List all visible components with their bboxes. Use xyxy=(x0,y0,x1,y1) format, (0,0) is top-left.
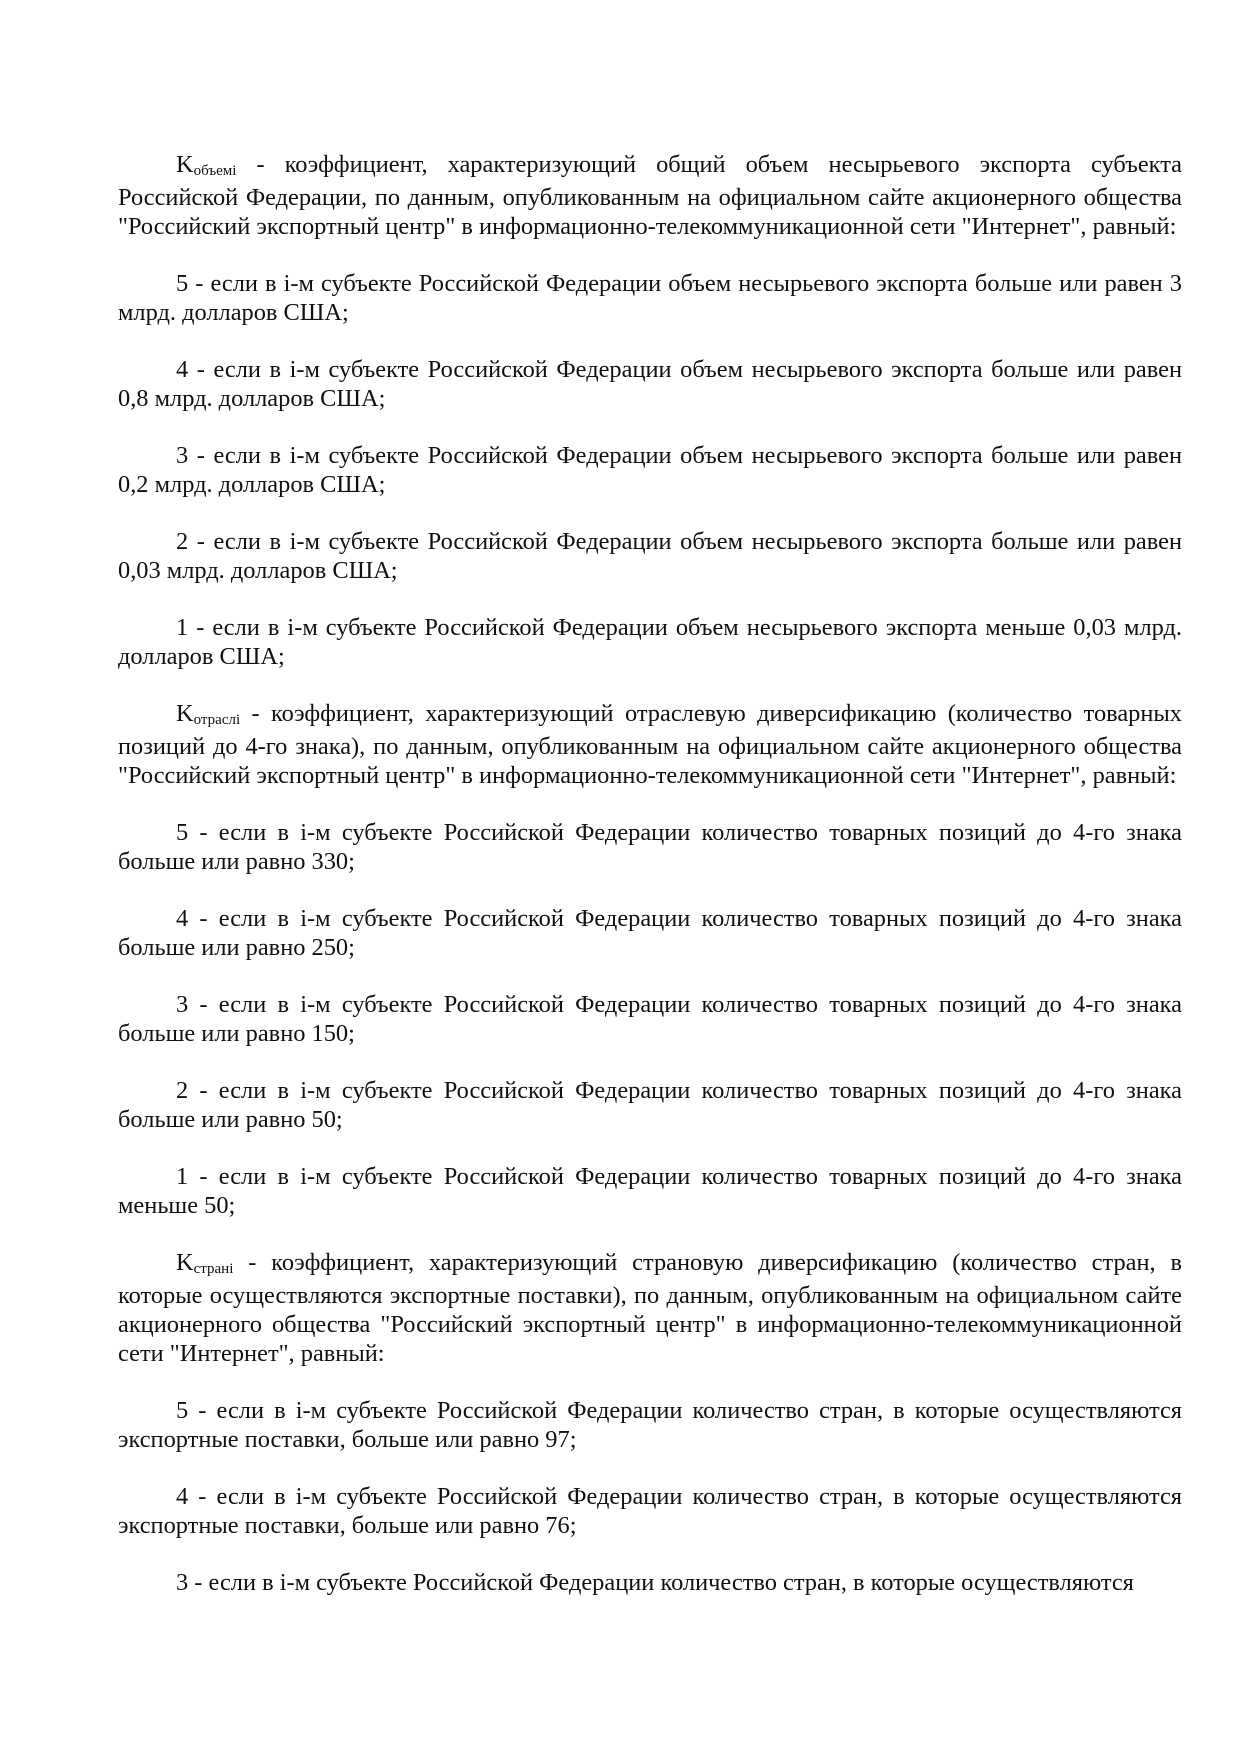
coefficient-volume-definition xyxy=(118,150,1182,241)
country-criterion-3: 3 - если в i-м субъекте Российской Федерации количество стран, в которые осуществляются xyxy=(176,1569,1134,1596)
coefficient-symbol: Kотраслi xyxy=(176,700,241,728)
coefficient-subscript: странi xyxy=(193,1261,234,1277)
paragraph-text: - коэффициент, характеризующий страновую диверсификацию (количество стран, в которые осуществляются экспортные поставки), по данным, опубликованным на официальном сайте акционерного общества "Российский экспортный центр" в информационно-телекоммуникационной сети "Интернет", равный: xyxy=(118,1249,1182,1367)
volume-criterion-5: 5 - если в i-м субъекте Российской Федерации объем несырьевого экспорта больше или равен 3 млрд. долларов США; xyxy=(118,270,1182,326)
industry-criterion-1: 1 - если в i-м субъекте Российской Федерации количество товарных позиций до 4-го знака меньше 50; xyxy=(118,1163,1182,1219)
paragraph-text: - коэффициент, характеризующий отраслевую диверсификацию (количество товарных позиций до 4-го знака), по данным, опубликованным на официальном сайте акционерного общества "Российский экспортный центр" в информационно-телекоммуникационной сети "Интернет", равный: xyxy=(118,700,1182,789)
country-criterion-4: 4 - если в i-м субъекте Российской Федерации количество стран, в которые осуществляются экспортные поставки, больше или равно 76; xyxy=(118,1483,1182,1539)
coefficient-symbol: Kстранi xyxy=(176,1249,234,1277)
coefficient-industry-definition xyxy=(118,699,1182,790)
volume-criterion-2: 2 - если в i-м субъекте Российской Федерации объем несырьевого экспорта больше или равен 0,03 млрд. долларов США; xyxy=(118,528,1182,584)
volume-criterion-3: 3 - если в i-м субъекте Российской Федерации объем несырьевого экспорта больше или равен 0,2 млрд. долларов США; xyxy=(118,442,1182,498)
industry-criterion-5: 5 - если в i-м субъекте Российской Федерации количество товарных позиций до 4-го знака больше или равно 330; xyxy=(118,819,1182,875)
coefficient-country-definition xyxy=(118,1248,1182,1368)
volume-criterion-1: 1 - если в i-м субъекте Российской Федерации объем несырьевого экспорта меньше 0,03 млрд. долларов США; xyxy=(118,614,1182,670)
volume-criterion-4: 4 - если в i-м субъекте Российской Федерации объем несырьевого экспорта больше или равен 0,8 млрд. долларов США; xyxy=(118,356,1182,412)
paragraph-text: - коэффициент, характеризующий общий объем несырьевого экспорта субъекта Российской Федерации, по данным, опубликованным на официальном сайте акционерного общества "Российский экспортный центр" в информационно-телекоммуникационной сети "Интернет", равный: xyxy=(118,151,1182,240)
document-page xyxy=(118,150,1182,1597)
industry-criterion-3: 3 - если в i-м субъекте Российской Федерации количество товарных позиций до 4-го знака больше или равно 150; xyxy=(118,991,1182,1047)
country-criterion-5: 5 - если в i-м субъекте Российской Федерации количество стран, в которые осуществляются экспортные поставки, больше или равно 97; xyxy=(118,1397,1182,1453)
industry-criterion-4: 4 - если в i-м субъекте Российской Федерации количество товарных позиций до 4-го знака больше или равно 250; xyxy=(118,905,1182,961)
industry-criterion-2: 2 - если в i-м субъекте Российской Федерации количество товарных позиций до 4-го знака больше или равно 50; xyxy=(118,1077,1182,1133)
coefficient-subscript: объемi xyxy=(193,163,237,179)
coefficient-subscript: отраслi xyxy=(193,712,241,728)
coefficient-symbol: Kобъемi xyxy=(176,151,237,179)
